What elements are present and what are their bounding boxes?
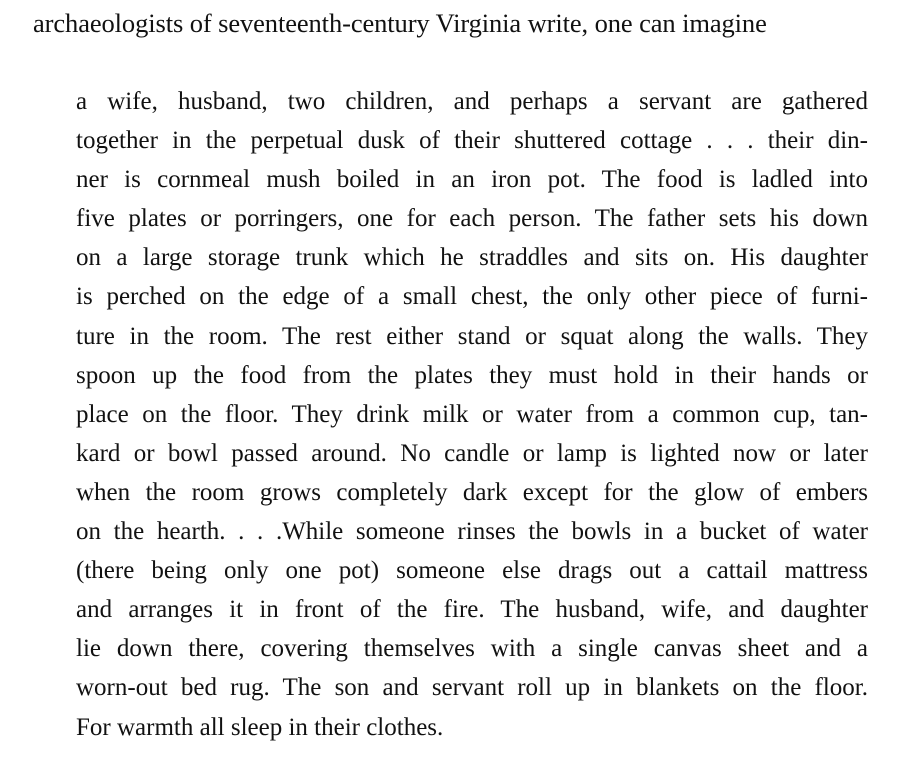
quote-line: five plates or porringers, one for each person. The father sets his down bbox=[76, 205, 868, 233]
quote-line: For warmth all sleep in their clothes. bbox=[76, 713, 444, 741]
quote-line: place on the floor. They drink milk or water from a common cup, tan- bbox=[76, 400, 868, 428]
quote-line: when the room grows completely dark except for the glow of embers bbox=[76, 478, 868, 506]
quote-line: is perched on the edge of a small chest, the only other piece of furni- bbox=[76, 283, 868, 311]
quote-line: lie down there, covering themselves with a single canvas sheet and a bbox=[76, 635, 868, 663]
quote-line: spoon up the food from the plates they must hold in their hands or bbox=[76, 361, 868, 389]
quote-line: and arranges it in front of the fire. The husband, wife, and daughter bbox=[76, 596, 868, 624]
intro-text-line: archaeologists of seventeenth-century Virginia write, one can imagine bbox=[33, 8, 767, 38]
quote-line: (there being only one pot) someone else drags out a cattail mattress bbox=[76, 557, 868, 585]
quote-line: kard or bowl passed around. No candle or lamp is lighted now or later bbox=[76, 439, 868, 467]
quote-line: together in the perpetual dusk of their shuttered cottage . . . their din- bbox=[76, 127, 868, 155]
block-quote bbox=[76, 82, 868, 747]
quote-line: worn-out bed rug. The son and servant roll up in blankets on the floor. bbox=[76, 674, 868, 702]
quote-line: ner is cornmeal mush boiled in an iron pot. The food is ladled into bbox=[76, 166, 868, 194]
quote-line: on the hearth. . . .While someone rinses the bowls in a bucket of water bbox=[76, 518, 868, 546]
quote-line: ture in the room. The rest either stand or squat along the walls. They bbox=[76, 322, 868, 350]
quote-line: on a large storage trunk which he straddles and sits on. His daughter bbox=[76, 244, 868, 272]
quote-line: a wife, husband, two children, and perhaps a servant are gathered bbox=[76, 88, 868, 115]
